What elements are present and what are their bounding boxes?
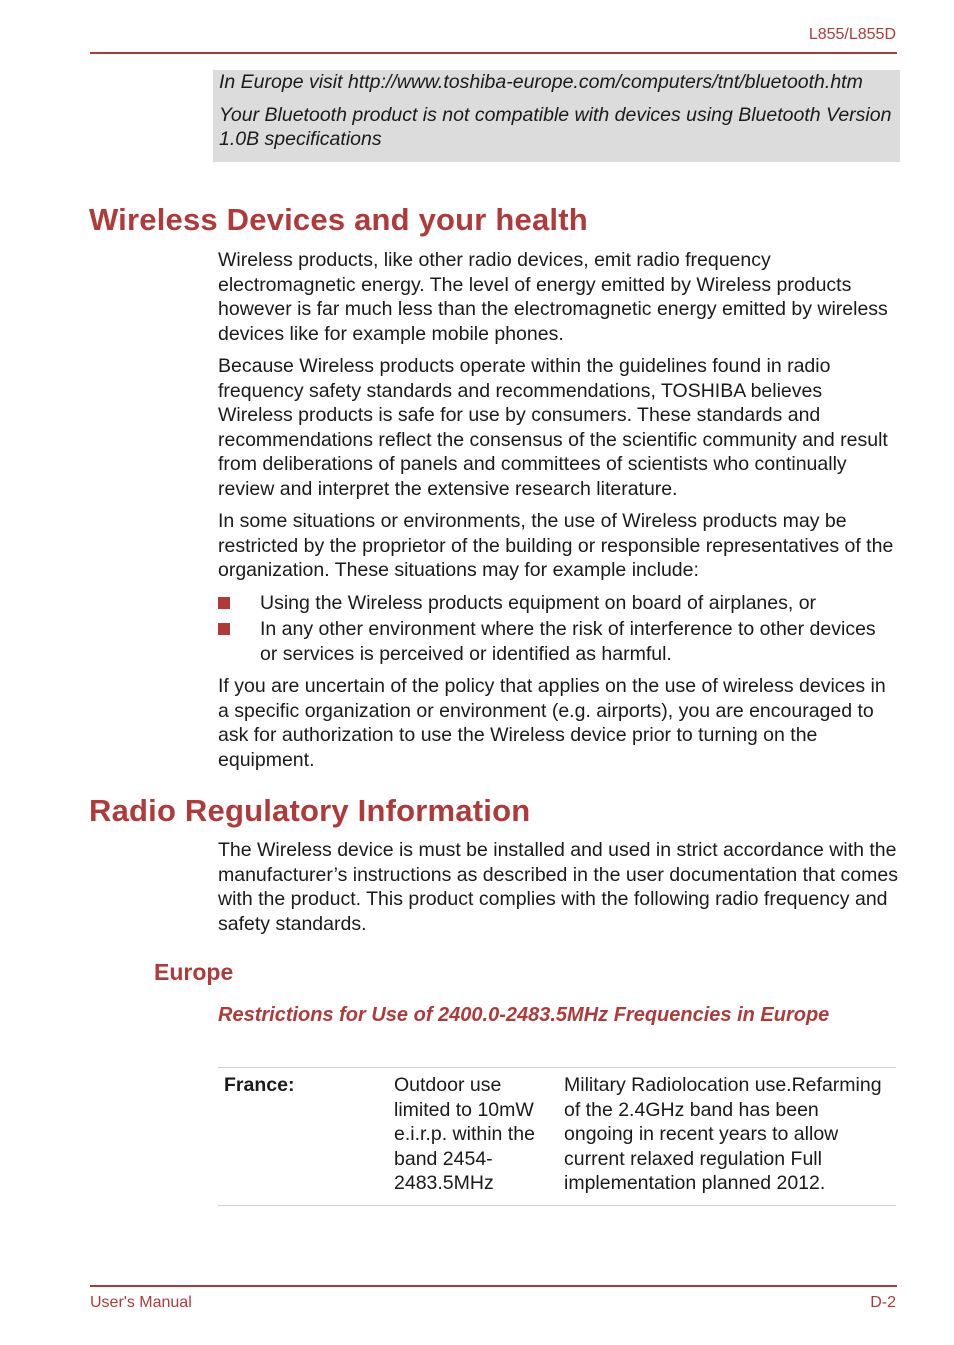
list-item-text: Using the Wireless products equipment on board of airplanes, or	[260, 591, 817, 614]
footer-rule	[90, 1285, 897, 1287]
note-box	[213, 70, 900, 162]
bullet-list	[218, 591, 898, 667]
header-rule	[90, 52, 897, 54]
heading-radio-regulatory: Radio Regulatory Information	[89, 793, 531, 828]
paragraph: The Wireless device is must be installed and used in strict accordance with the manufacturer’s instructions as described in the user documentation that comes with the product. This product complies with the following radio frequency and safety standards.	[218, 839, 898, 935]
table-row	[218, 1068, 896, 1206]
heading-europe: Europe	[154, 959, 234, 985]
table-cell-condition: Outdoor use limited to 10mW e.i.r.p. within the band 2454-2483.5MHz	[394, 1074, 535, 1194]
list-item-text: In any other environment where the risk of interference to other devices or services is perceived or identified as harmful.	[260, 618, 876, 665]
bullet-square-icon	[218, 597, 230, 609]
note-line: In Europe visit http://www.toshiba-europe.com/computers/tnt/bluetooth.htm	[219, 71, 863, 93]
section-radio-body	[218, 838, 898, 944]
paragraph: If you are uncertain of the policy that applies on the use of wireless devices in a specific organization or environment (e.g. airports), you are encouraged to ask for authorization to use the Wireless device prior to turning on the equipment.	[218, 675, 886, 771]
paragraph: In some situations or environments, the use of Wireless products may be restricted by the proprietor of the building or responsible representatives of the organization. These situations may for example include:	[218, 510, 894, 581]
restrictions-table	[218, 1067, 896, 1206]
note-line: Your Bluetooth product is not compatible with devices using Bluetooth Version 1.0B specifications	[219, 103, 892, 150]
footer-manual-title: User's Manual	[90, 1294, 192, 1311]
list-item	[218, 617, 898, 666]
paragraph: Wireless products, like other radio devices, emit radio frequency electromagnetic energy. The level of energy emitted by Wireless products however is far much less than the electromagnetic energy emitted by wireless devices like for example mobile phones.	[218, 249, 888, 345]
heading-restrictions: Restrictions for Use of 2400.0-2483.5MHz Frequencies in Europe	[218, 1004, 830, 1026]
table-cell-reason: Military Radiolocation use.Refarming of the 2.4GHz band has been ongoing in recent years to allow current relaxed regulation Full implementation planned 2012.	[564, 1074, 882, 1194]
list-item	[218, 591, 898, 616]
heading-wireless-health: Wireless Devices and your health	[89, 202, 588, 237]
header-model: L855/L855D	[808, 26, 896, 43]
bullet-square-icon	[218, 623, 230, 635]
table-cell-country: France:	[224, 1074, 295, 1096]
paragraph: Because Wireless products operate within the guidelines found in radio frequency safety standards and recommendations, TOSHIBA believes Wireless products is safe for use by consumers. These standards and recommendations reflect the consensus of the scientific community and result from deliberations of panels and committees of scientists who continually review and interpret the extensive research literature.	[218, 355, 888, 500]
section-wireless-body	[218, 248, 898, 780]
footer-page-number: D-2	[870, 1294, 896, 1311]
